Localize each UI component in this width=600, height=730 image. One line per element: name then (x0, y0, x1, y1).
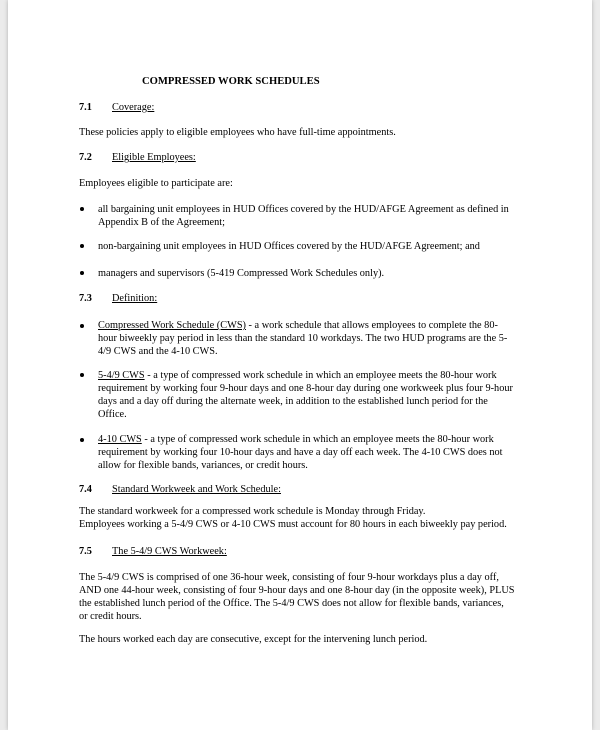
eligible-item-1: all bargaining unit employees in HUD Offices covered by the HUD/AFGE Agreement as defined in Appendix B of the Agreement; (98, 204, 509, 228)
definition-term: 5-4/9 CWS (98, 370, 145, 381)
page-title: COMPRESSED WORK SCHEDULES (142, 76, 320, 87)
section-7-3-heading: Definition: (112, 293, 158, 304)
bullet-icon (80, 271, 84, 275)
section-7-5-paragraph-1: The 5-4/9 CWS is comprised of one 36-hour week, consisting of four 9-hour workdays plus a day off, AND one 44-hour week, consisting of four 9-hour days and one 8-hour day (in the opposite week), PLUS the established lunch period of the Office. The 5-4/9 CWS does not allow for flexible bands, variances, or credit hours. (79, 572, 515, 622)
section-7-1-heading: Coverage: (112, 102, 155, 113)
section-7-5-paragraph-2: The hours worked each day are consecutive, except for the intervening lunch period. (79, 634, 428, 645)
definition-term: Compressed Work Schedule (CWS) (98, 320, 246, 331)
section-7-2-heading: Eligible Employees: (112, 152, 196, 163)
definition-cws: Compressed Work Schedule (CWS) - a work schedule that allows employees to complete the 80- hour biweekly pay period in less than the standard 10 workdays. The two HUD programs are the 5- 4/9 CWS and the 4-10 CWS. (98, 320, 508, 357)
definition-term: 4-10 CWS (98, 434, 142, 445)
section-7-5-number: 7.5 (79, 546, 92, 557)
section-7-2-number: 7.2 (79, 152, 92, 163)
section-7-2-intro: Employees eligible to participate are: (79, 178, 233, 189)
bullet-icon (80, 373, 84, 377)
section-7-5-heading: The 5-4/9 CWS Workweek: (112, 546, 227, 557)
document-page (8, 0, 592, 730)
section-7-4-text: The standard workweek for a compressed work schedule is Monday through Friday. Employees working a 5-4/9 CWS or 4-10 CWS must account for 80 hours in each biweekly pay period. (79, 506, 507, 530)
bullet-icon (80, 244, 84, 248)
bullet-icon (80, 324, 84, 328)
section-7-1-number: 7.1 (79, 102, 92, 113)
bullet-icon (80, 207, 84, 211)
bullet-icon (80, 438, 84, 442)
eligible-item-3: managers and supervisors (5-419 Compressed Work Schedules only). (98, 268, 385, 279)
section-7-4-heading: Standard Workweek and Work Schedule: (112, 484, 281, 495)
section-7-4-number: 7.4 (79, 484, 92, 495)
definition-5-4-9-cws: 5-4/9 CWS - a type of compressed work schedule in which an employee meets the 80-hour work requirement by working four 9-hour days and one 8-hour day during one workweek plus four 9-hour days and a day off during the alternate week, in addition to the established lunch period for the Office. (98, 370, 513, 420)
section-7-3-number: 7.3 (79, 293, 92, 304)
eligible-item-2: non-bargaining unit employees in HUD Offices covered by the HUD/AFGE Agreement; and (98, 241, 480, 252)
definition-4-10-cws: 4-10 CWS - a type of compressed work schedule in which an employee meets the 80-hour work requirement by working four 10-hour days and have a day off each week. The 4-10 CWS does not allow for flexible bands, variances, or credit hours. (98, 434, 503, 471)
section-7-1-text: These policies apply to eligible employees who have full-time appointments. (79, 127, 396, 138)
